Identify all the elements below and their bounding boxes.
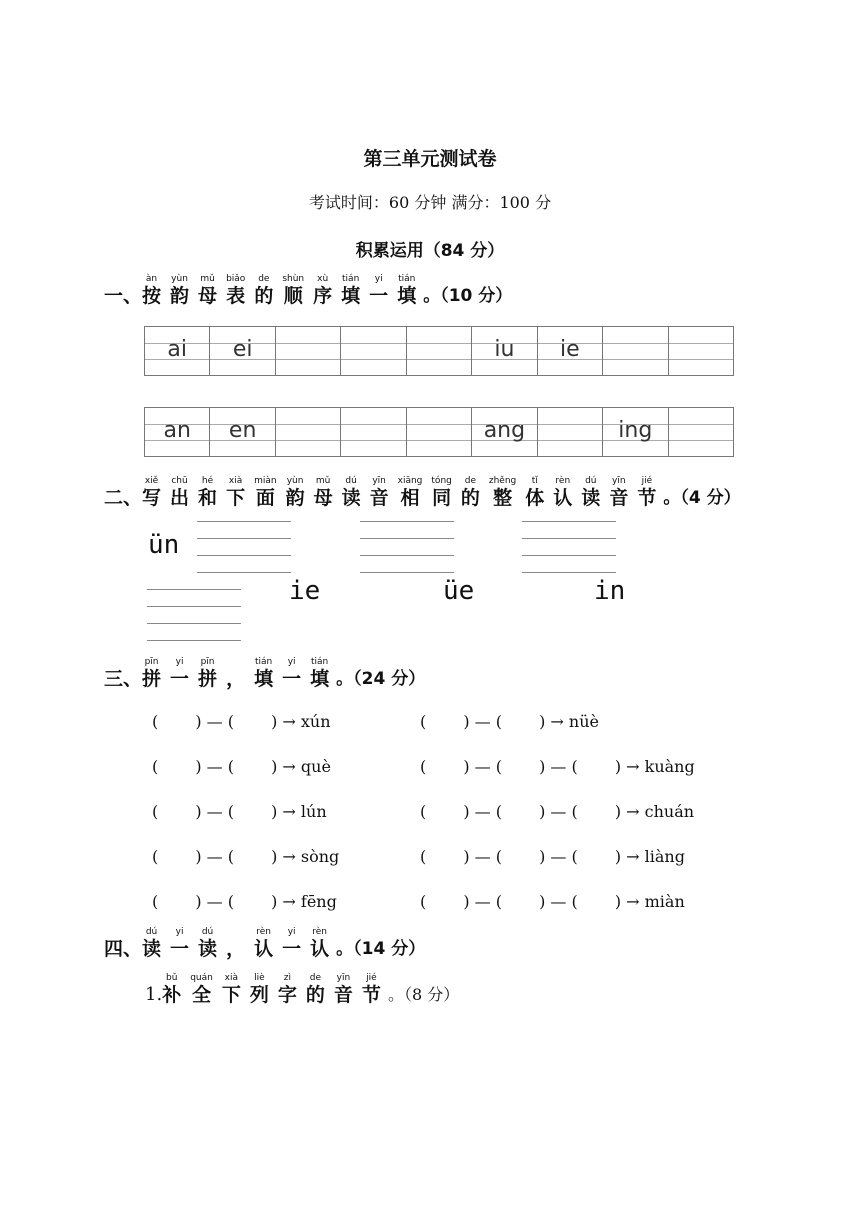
grid-cell[interactable]: [210, 327, 275, 375]
hanzi: 字: [277, 984, 297, 1006]
hanzi: 列: [249, 984, 269, 1006]
hanzi: 认: [553, 487, 573, 509]
question-3-heading: [104, 657, 425, 690]
final-un: ün: [148, 530, 180, 560]
pinyin: chū: [171, 476, 188, 486]
hanzi: 读: [142, 938, 162, 960]
question-text: [142, 657, 338, 690]
hanzi: 写: [142, 487, 162, 509]
ruby-char: [286, 476, 305, 509]
spelling-row-3-left[interactable]: ( ) — ( ) → lún: [152, 802, 327, 821]
grid-cell[interactable]: [276, 327, 341, 375]
question-points: 。（10 分）: [423, 286, 513, 306]
hanzi: 音: [333, 984, 353, 1006]
ruby-char: [341, 274, 360, 307]
pinyin: yīn: [612, 476, 626, 486]
grid-cell[interactable]: [145, 327, 210, 375]
hanzi: 的: [460, 487, 480, 509]
sub-question-text: [162, 973, 390, 1006]
grid-cell[interactable]: [210, 408, 275, 456]
hanzi: 音: [609, 487, 629, 509]
pinyin: mǔ: [315, 476, 331, 486]
grid-cell[interactable]: [341, 408, 406, 456]
writing-lines[interactable]: [147, 589, 241, 641]
hanzi: 一: [170, 668, 190, 690]
grid-cell[interactable]: [603, 327, 668, 375]
ruby-char: [314, 476, 333, 509]
hanzi: 母: [313, 487, 333, 509]
hanzi: 序: [313, 285, 333, 307]
final-ie: ie: [289, 576, 321, 606]
pinyin: yùn: [171, 274, 188, 284]
pinyin: xià: [224, 973, 239, 983]
ruby-char: [334, 973, 353, 1006]
spelling-row-4-left[interactable]: ( ) — ( ) → sòng: [152, 847, 340, 866]
ruby-char: [282, 274, 304, 307]
pinyin: pīn: [200, 657, 215, 667]
pinyin: tián: [342, 274, 360, 284]
pinyin: mǔ: [200, 274, 215, 284]
question-4-heading: [104, 927, 425, 960]
ruby-char: [254, 927, 273, 960]
hanzi: 下: [226, 487, 246, 509]
pinyin: yi: [175, 657, 184, 667]
hanzi: 节: [637, 487, 657, 509]
ruby-char: [362, 973, 381, 1006]
question-1-heading: [104, 274, 512, 307]
cell-text: en: [228, 418, 257, 443]
pinyin: quán: [190, 973, 213, 983]
grid-cell[interactable]: [538, 327, 603, 375]
sub-question-points: 。（8 分）: [387, 985, 460, 1004]
grid-cell[interactable]: [472, 327, 537, 375]
ruby-char: [226, 274, 245, 307]
pinyin: yīn: [372, 476, 386, 486]
ruby-char: [198, 927, 217, 960]
pinyin: hé: [201, 476, 214, 486]
pinyin: zì: [283, 973, 291, 983]
pinyin: zhěng: [488, 476, 517, 486]
cell-text: ang: [483, 418, 526, 443]
ruby-char: [609, 476, 628, 509]
ruby-char: [397, 274, 416, 307]
cell-text: an: [163, 418, 191, 443]
spelling-row-1-right[interactable]: ( ) — ( ) → nüè: [420, 712, 599, 731]
question-number: 三、: [104, 668, 143, 690]
ruby-char: [282, 657, 301, 690]
hanzi: 音: [369, 487, 389, 509]
pinyin: yi: [374, 274, 383, 284]
pinyin: yùn: [286, 476, 304, 486]
cell-text: ing: [618, 418, 653, 443]
hanzi: 出: [170, 487, 190, 509]
spelling-row-3-right[interactable]: ( ) — ( ) — ( ) → chuán: [420, 802, 695, 821]
question-points: 。（24 分）: [336, 669, 426, 689]
pinyin: dú: [345, 476, 357, 486]
pinyin: de: [309, 973, 322, 983]
ruby-char: [170, 274, 189, 307]
hanzi: 下: [221, 984, 241, 1006]
hanzi: 顺: [283, 285, 303, 307]
grid-cell[interactable]: [669, 327, 733, 375]
spelling-row-2-right[interactable]: ( ) — ( ) — ( ) → kuàng: [420, 757, 695, 776]
grid-cell[interactable]: [538, 408, 603, 456]
pinyin: de: [258, 274, 270, 284]
hanzi: 体: [525, 487, 545, 509]
writing-lines[interactable]: [197, 521, 291, 573]
pinyin: xià: [228, 476, 243, 486]
writing-lines[interactable]: [522, 521, 616, 573]
hanzi: 母: [198, 285, 218, 307]
ruby-char: [198, 657, 217, 690]
spelling-row-4-right[interactable]: ( ) — ( ) — ( ) → liàng: [420, 847, 685, 866]
pinyin: àn: [145, 274, 158, 284]
ruby-char: [282, 927, 301, 960]
pinyin: yi: [287, 657, 296, 667]
cell-text: ai: [167, 337, 188, 362]
pinyin: xù: [317, 274, 329, 284]
grid-cell[interactable]: [472, 408, 537, 456]
hanzi: 填: [310, 668, 330, 690]
hanzi: 填: [397, 285, 417, 307]
ruby-char: [198, 274, 217, 307]
ruby-char: [170, 927, 189, 960]
cell-text: ie: [560, 337, 580, 362]
ruby-char: [313, 274, 332, 307]
cell-text: iu: [494, 337, 515, 362]
hanzi: 表: [226, 285, 246, 307]
ruby-char: [142, 274, 161, 307]
grid-cell[interactable]: [276, 408, 341, 456]
grid-cell[interactable]: [603, 408, 668, 456]
cell-text: ei: [232, 337, 253, 362]
exam-info: 考试时间：60 分钟 满分：100 分: [308, 193, 552, 212]
pinyin: yīn: [336, 973, 351, 983]
ruby-char: [254, 274, 273, 307]
ruby-char: [162, 973, 181, 1006]
spelling-row-2-left[interactable]: ( ) — ( ) → què: [152, 757, 331, 776]
pinyin: dú: [145, 927, 158, 937]
spelling-row-5-left[interactable]: ( ) — ( ) → fēng: [152, 892, 337, 911]
pinyin: tǐ: [531, 476, 538, 486]
hanzi: 一: [170, 938, 190, 960]
ruby-char: [222, 973, 241, 1006]
question-number: 一、: [104, 285, 143, 307]
hanzi: 按: [142, 285, 162, 307]
question-number: 四、: [104, 938, 143, 960]
pinyin: xiě: [144, 476, 159, 486]
ruby-char: [254, 476, 277, 509]
hanzi: 相: [400, 487, 420, 509]
hanzi: 一: [282, 938, 302, 960]
pinyin: rèn: [256, 927, 271, 937]
grid-cell[interactable]: [145, 408, 210, 456]
ruby-char: [142, 476, 161, 509]
hanzi: 韵: [170, 285, 190, 307]
pinyin: shùn: [282, 274, 305, 284]
pinyin: yi: [287, 927, 296, 937]
ruby-char: [226, 668, 245, 690]
ruby-char: [310, 657, 329, 690]
hanzi: 节: [361, 984, 381, 1006]
final-ue: üe: [443, 576, 475, 606]
ruby-char: [310, 927, 329, 960]
hanzi: 填: [254, 668, 274, 690]
pinyin: yi: [175, 927, 184, 937]
ruby-char: [489, 476, 516, 509]
ruby-char: [461, 476, 480, 509]
sub-question-1-heading: [145, 973, 459, 1006]
pinyin: biǎo: [226, 274, 246, 284]
hanzi: 补: [162, 984, 182, 1006]
question-text: [142, 927, 338, 960]
pinyin: jié: [366, 973, 377, 983]
question-text: [142, 274, 425, 307]
grid-cell[interactable]: [341, 327, 406, 375]
grid-cell[interactable]: [407, 408, 472, 456]
ruby-char: [370, 476, 389, 509]
ruby-char: [170, 476, 189, 509]
hanzi: 整: [493, 487, 513, 509]
hanzi: 韵: [285, 487, 305, 509]
hanzi: 填: [341, 285, 361, 307]
grid-cell[interactable]: [407, 327, 472, 375]
ruby-char: [226, 938, 245, 960]
pinyin: rèn: [312, 927, 327, 937]
hanzi: 一: [282, 668, 302, 690]
ruby-char: [142, 927, 161, 960]
pinyin: tóng: [431, 476, 452, 486]
ruby-char: [306, 973, 325, 1006]
sub-question-number: 1.: [145, 984, 163, 1005]
grid-cell[interactable]: [669, 408, 733, 456]
writing-lines[interactable]: [360, 521, 454, 573]
question-2-heading: [104, 476, 741, 509]
spelling-row-5-right[interactable]: ( ) — ( ) — ( ) → miàn: [420, 892, 685, 911]
ruby-char: [226, 476, 245, 509]
ruby-char: [553, 476, 572, 509]
pinyin: xiāng: [397, 476, 423, 486]
pinyin: jié: [641, 476, 653, 486]
ruby-char: [525, 476, 544, 509]
ruby-char: [142, 657, 161, 690]
ruby-char: [190, 973, 213, 1006]
question-points: 。（14 分）: [336, 939, 426, 959]
pinyin: pīn: [144, 657, 159, 667]
pinyin: miàn: [254, 476, 277, 486]
hanzi: 全: [192, 984, 212, 1006]
hanzi: 认: [254, 938, 274, 960]
hanzi: 的: [305, 984, 325, 1006]
ruby-char: [431, 476, 451, 509]
hanzi: 读: [581, 487, 601, 509]
pinyin: dú: [201, 927, 214, 937]
hanzi: 同: [432, 487, 452, 509]
pinyin: bǔ: [165, 973, 178, 983]
ruby-char: [369, 274, 388, 307]
question-number: 二、: [104, 487, 143, 509]
hanzi: 认: [310, 938, 330, 960]
pinyin: rèn: [555, 476, 571, 486]
section-title: 积累运用（84 分）: [355, 241, 505, 261]
ruby-char: [198, 476, 217, 509]
hanzi: 面: [255, 487, 275, 509]
hanzi: 拼: [142, 668, 162, 690]
ruby-char: [278, 973, 297, 1006]
ruby-char: [398, 476, 423, 509]
hanzi: ，: [226, 938, 246, 960]
pinyin: tián: [254, 657, 273, 667]
vowel-grid-row-1[interactable]: [144, 326, 734, 376]
ruby-char: [581, 476, 600, 509]
hanzi: 一: [369, 285, 389, 307]
pinyin: liè: [254, 973, 265, 983]
hanzi: 读: [198, 938, 218, 960]
pinyin: dú: [585, 476, 597, 486]
hanzi: 的: [254, 285, 274, 307]
final-in: in: [594, 576, 626, 606]
ruby-char: [250, 973, 269, 1006]
ruby-char: [637, 476, 656, 509]
spelling-row-1-left[interactable]: ( ) — ( ) → xún: [152, 712, 331, 731]
ruby-char: [170, 657, 189, 690]
question-text: [142, 476, 665, 509]
pinyin: de: [464, 476, 476, 486]
ruby-char: [342, 476, 361, 509]
ruby-char: [254, 657, 273, 690]
page-title: 第三单元测试卷: [363, 148, 497, 170]
hanzi: 拼: [198, 668, 218, 690]
hanzi: 和: [198, 487, 218, 509]
vowel-grid-row-2[interactable]: [144, 407, 734, 457]
hanzi: 读: [341, 487, 361, 509]
hanzi: ，: [226, 668, 246, 690]
pinyin: tián: [398, 274, 416, 284]
pinyin: tián: [310, 657, 329, 667]
question-points: 。（4 分）: [663, 488, 741, 508]
